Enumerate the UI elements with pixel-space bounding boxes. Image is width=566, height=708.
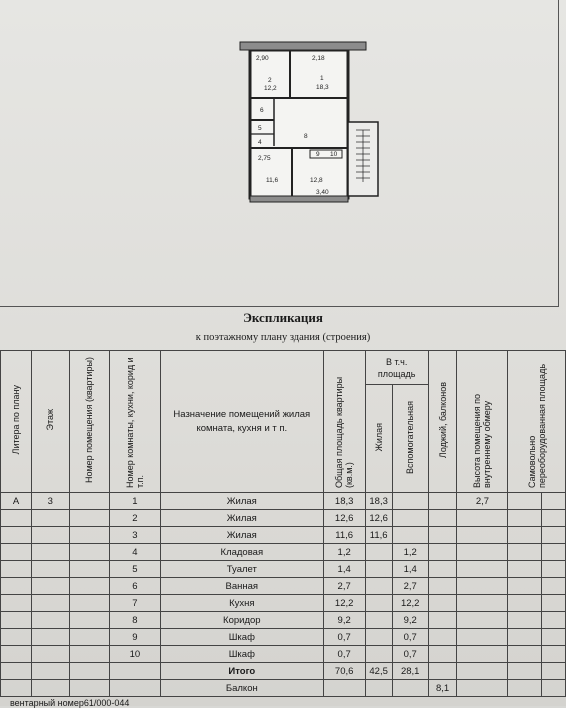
cell-living [365,578,392,595]
cell-self-a [508,527,541,544]
header-flat-number: Номер помещения (квартиры) [69,351,109,493]
cell-self-b [541,629,565,646]
plan-room-area: 12,2 [264,85,277,92]
cell-self-b [541,612,565,629]
cell-self-a [508,646,541,663]
cell-aux: 0,7 [392,629,428,646]
plan-room-area: 18,3 [316,84,329,91]
cell-living [365,629,392,646]
header-living: Жилая [365,385,392,493]
cell-room-number: 1 [109,493,160,510]
header-total-area: Общая площадь квартиры (кв.м.) [323,351,365,493]
total-living: 42,5 [365,663,392,680]
cell-height [457,561,508,578]
cell-purpose: Жилая [160,510,323,527]
cell-living [365,561,392,578]
header-loggia: Лоджий, балконов [428,351,457,493]
cell-litera [1,544,32,561]
cell-purpose: Кладовая [160,544,323,561]
explication-subtitle: к поэтажному плану здания (строения) [195,332,371,343]
table-row [1,493,566,510]
cell-floor [32,510,70,527]
balcony-label: Балкон [160,680,323,697]
cell-loggia [428,510,457,527]
cell-litera: А [1,493,32,510]
cell-aux: 1,4 [392,561,428,578]
cell-living: 18,3 [365,493,392,510]
explication-title: Экспликация [243,310,323,325]
plan-dim-label: 3,40 [316,189,329,196]
cell-self-b [541,493,565,510]
cell-aux: 9,2 [392,612,428,629]
cell-flat [69,510,109,527]
cell-room-number: 2 [109,510,160,527]
cell-floor [32,578,70,595]
cell-aux: 1,2 [392,544,428,561]
cell-self-b [541,510,565,527]
cell-aux: 0,7 [392,646,428,663]
total-aux: 28,1 [392,663,428,680]
cell-room-number: 7 [109,595,160,612]
cell-loggia [428,646,457,663]
cell-flat [69,629,109,646]
plan-room-number: 1 [320,75,324,82]
cell-floor [32,629,70,646]
floor-plan [230,36,390,208]
cell-living [365,595,392,612]
cell-total-area: 1,4 [323,561,365,578]
inventory-number: вентарный номер61/000-044 [10,698,130,708]
cell-flat [69,493,109,510]
cell-purpose: Шкаф [160,646,323,663]
table-row [1,510,566,527]
cell-self-b [541,544,565,561]
plan-room-area: 11,6 [266,177,279,184]
header-litera: Литера по плану [1,351,32,493]
cell-total-area: 18,3 [323,493,365,510]
table-row [1,527,566,544]
cell-aux: 2,7 [392,578,428,595]
cell-purpose: Жилая [160,493,323,510]
cell-litera [1,629,32,646]
cell-litera [1,646,32,663]
cell-self-b [541,646,565,663]
cell-purpose: Туалет [160,561,323,578]
cell-self-a [508,612,541,629]
cell-floor: 3 [32,493,70,510]
cell-room-number: 8 [109,612,160,629]
balcony-area: 8,1 [428,680,457,697]
plan-dim-label: 2,75 [258,155,271,162]
cell-height [457,612,508,629]
cell-total-area: 0,7 [323,646,365,663]
cell-flat [69,544,109,561]
table-row [1,629,566,646]
cell-room-number: 3 [109,527,160,544]
cell-height [457,527,508,544]
cell-floor [32,544,70,561]
cell-loggia [428,595,457,612]
cell-self-a [508,578,541,595]
total-label: Итого [160,663,323,680]
cell-litera [1,510,32,527]
cell-living: 11,6 [365,527,392,544]
plan-room-number: 4 [258,139,262,146]
cell-litera [1,561,32,578]
cell-flat [69,612,109,629]
cell-self-b [541,595,565,612]
cell-purpose: Шкаф [160,629,323,646]
cell-self-a [508,561,541,578]
cell-self-b [541,561,565,578]
cell-total-area: 1,2 [323,544,365,561]
cell-self-b [541,527,565,544]
cell-purpose: Кухня [160,595,323,612]
cell-loggia [428,493,457,510]
cell-room-number: 10 [109,646,160,663]
cell-living: 12,6 [365,510,392,527]
header-purpose: Назначение помещений жилая комната, кухня и т п. [160,351,323,493]
total-row [1,663,566,680]
cell-living [365,612,392,629]
cell-loggia [428,527,457,544]
plan-room-number: 2 [268,77,272,84]
cell-aux [392,493,428,510]
cell-floor [32,612,70,629]
cell-self-a [508,595,541,612]
header-height: Высота помещения по внутреннему обмеру [457,351,508,493]
table-row [1,561,566,578]
cell-loggia [428,544,457,561]
header-self-converted: Самовольно переоборудованная площадь [508,351,566,493]
cell-total-area: 0,7 [323,629,365,646]
cell-height [457,646,508,663]
cell-room-number: 5 [109,561,160,578]
plan-room-number: 9 [316,151,320,158]
cell-loggia [428,629,457,646]
cell-height [457,510,508,527]
plan-room-number: 6 [260,107,264,114]
cell-aux [392,527,428,544]
cell-room-number: 6 [109,578,160,595]
cell-floor [32,595,70,612]
cell-flat [69,561,109,578]
cell-litera [1,578,32,595]
cell-flat [69,646,109,663]
cell-height [457,544,508,561]
cell-self-a [508,629,541,646]
table-row [1,595,566,612]
cell-loggia [428,561,457,578]
cell-height [457,578,508,595]
cell-litera [1,527,32,544]
header-room-number: Номер комнаты, кухни, корид и т.п. [109,351,160,493]
cell-purpose: Ванная [160,578,323,595]
cell-height [457,595,508,612]
plan-room-number: 8 [304,133,308,140]
header-floor: Этаж [32,351,70,493]
header-including: В т.ч. площадь [365,351,428,385]
cell-room-number: 4 [109,544,160,561]
cell-purpose: Жилая [160,527,323,544]
cell-flat [69,595,109,612]
cell-total-area: 11,6 [323,527,365,544]
table-row [1,612,566,629]
cell-room-number: 9 [109,629,160,646]
cell-loggia [428,578,457,595]
cell-height: 2,7 [457,493,508,510]
cell-total-area: 2,7 [323,578,365,595]
plan-dim-label: 2,18 [312,55,325,62]
header-auxiliary: Вспомогательная [392,385,428,493]
cell-flat [69,578,109,595]
cell-total-area: 9,2 [323,612,365,629]
cell-floor [32,561,70,578]
cell-aux: 12,2 [392,595,428,612]
cell-self-a [508,544,541,561]
table-row [1,646,566,663]
cell-self-a [508,510,541,527]
cell-living [365,646,392,663]
cell-total-area: 12,2 [323,595,365,612]
cell-floor [32,527,70,544]
cell-floor [32,646,70,663]
cell-height [457,629,508,646]
table-row [1,578,566,595]
balcony-row [1,680,566,697]
plan-dim-label: 2,90 [256,55,269,62]
explication-table [0,350,566,697]
cell-self-b [541,578,565,595]
cell-loggia [428,612,457,629]
cell-litera [1,595,32,612]
cell-self-a [508,493,541,510]
plan-room-area: 12,8 [310,177,323,184]
table-row [1,544,566,561]
cell-aux [392,510,428,527]
total-area: 70,6 [323,663,365,680]
plan-room-number: 5 [258,125,262,132]
cell-flat [69,527,109,544]
cell-living [365,544,392,561]
cell-purpose: Коридор [160,612,323,629]
cell-litera [1,612,32,629]
plan-room-number: 10 [330,151,338,158]
cell-total-area: 12,6 [323,510,365,527]
